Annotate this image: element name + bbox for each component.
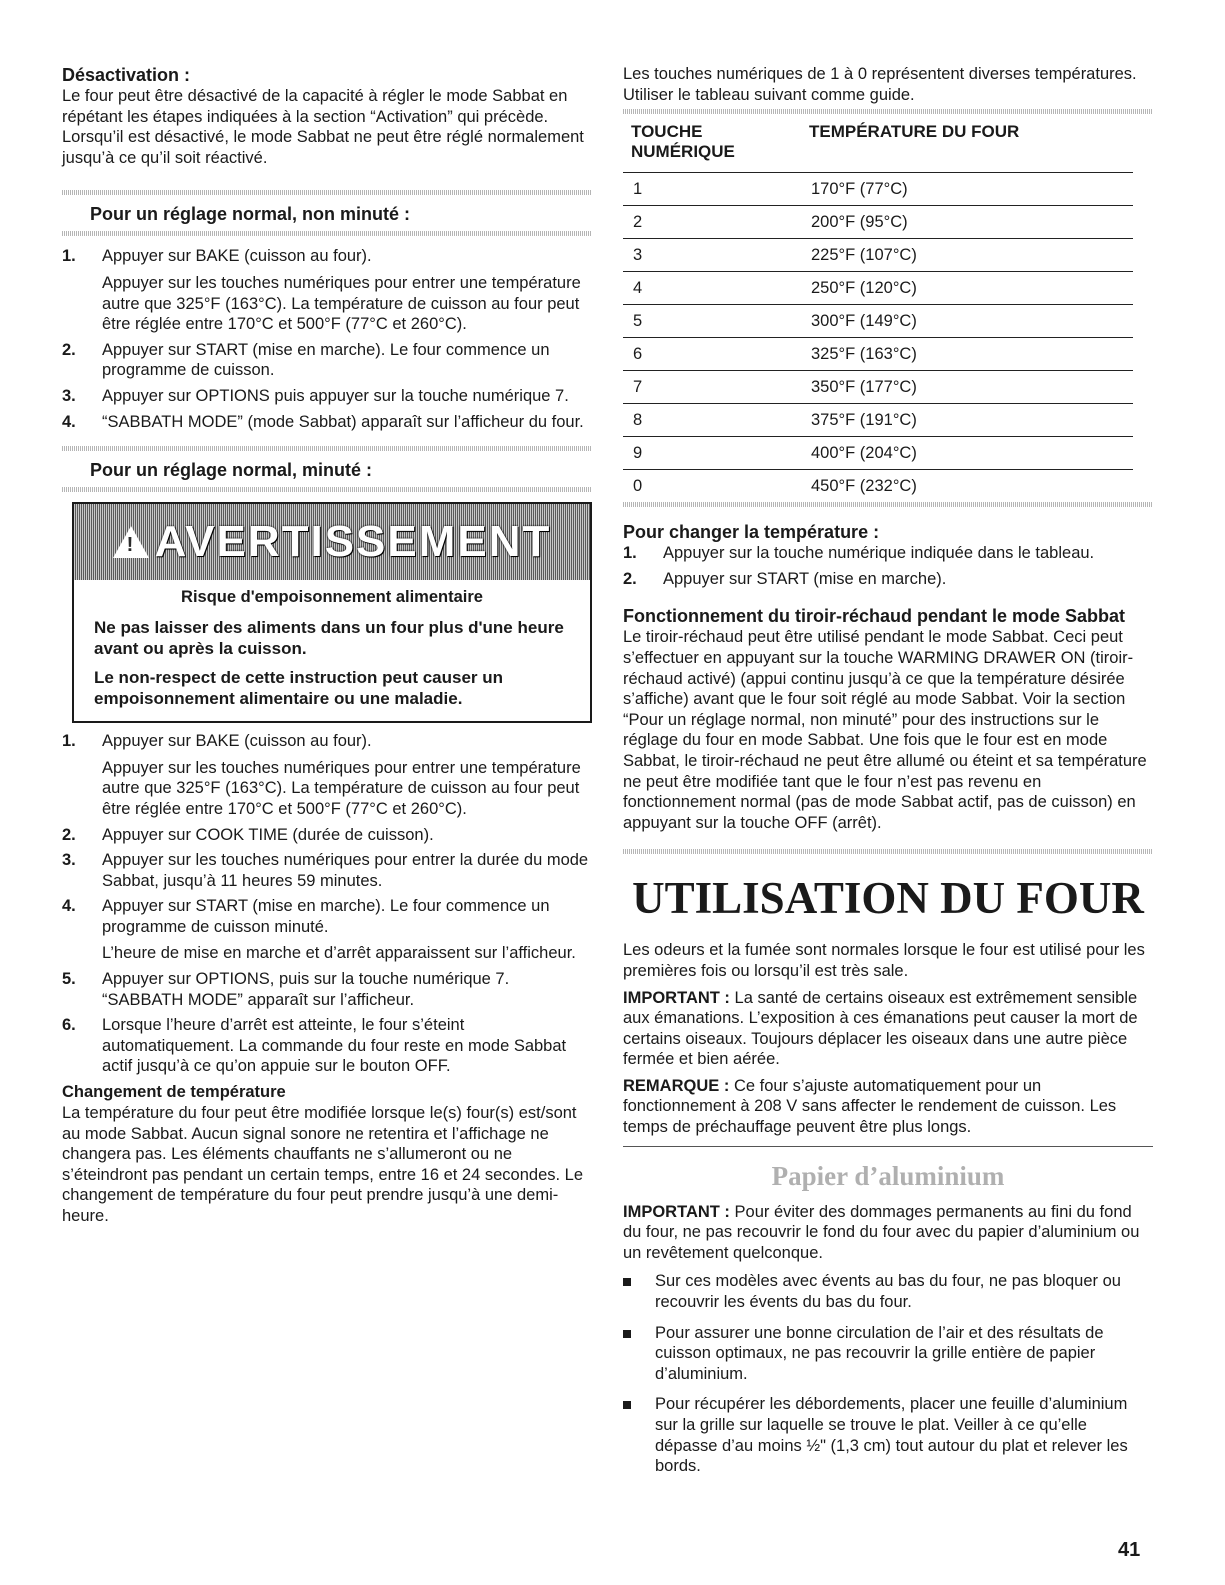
bullet-square-icon [623, 1278, 631, 1286]
table-header-temp: TEMPÉRATURE DU FOUR [809, 122, 1020, 142]
step-number: 3. [62, 386, 76, 405]
step-item [62, 850, 592, 891]
warning-box [72, 502, 592, 723]
left-column [62, 64, 592, 1227]
step-item [623, 569, 1153, 590]
step-item [62, 412, 592, 433]
divider [623, 849, 1153, 854]
warning-banner [74, 504, 590, 580]
step-number: 2. [623, 569, 637, 588]
foil-bullet-list [623, 1271, 1153, 1476]
temp-change-text: La température du four peut être modifiée lorsque le(s) four(s) est/sont au mode Sabbat. Aucun signal sonore ne retentira et l’affichage ne changera pas. Les éléments chauffants ne s’allumeront ou ne s’éteindront pas pendant un certain temps, entre 16 et 24 secondes. Le changement de température du four peut prendre jusqu’à une demi-heure. [62, 1104, 584, 1225]
divider [62, 446, 592, 451]
warning-triangle-icon: ! [113, 526, 149, 558]
list-item [623, 1271, 1153, 1312]
step-item [62, 386, 592, 407]
step-item [62, 1015, 592, 1077]
step-item [62, 896, 592, 964]
step-text: Appuyer sur START (mise en marche). [663, 569, 947, 588]
page-number: 41 [1118, 1539, 1141, 1561]
temperature-cell: 200°F (95°C) [801, 206, 1133, 239]
step-item [62, 731, 592, 819]
step-number: 4. [62, 897, 76, 916]
table-row [623, 239, 1133, 272]
temp-change-heading: Changement de température [62, 1083, 286, 1102]
step-item [623, 543, 1153, 564]
table-row [623, 272, 1133, 305]
temperature-cell: 225°F (107°C) [801, 239, 1133, 272]
step-text: Appuyer sur OPTIONS, puis sur la touche numérique 7. “SABBATH MODE” apparaît sur l’afficheur. [102, 970, 510, 1009]
key-cell: 6 [623, 338, 801, 371]
step-item [62, 969, 592, 1010]
warning-banner-text: AVERTISSEMENT [154, 517, 552, 567]
temperature-table [623, 118, 1133, 502]
step-text: L’heure de mise en marche et d’arrêt apparaissent sur l’afficheur. [102, 944, 576, 963]
right-column [623, 64, 1153, 1487]
non-timed-steps [62, 246, 592, 432]
step-text: Appuyer sur COOK TIME (durée de cuisson). [102, 825, 434, 844]
divider [623, 1146, 1153, 1147]
temperature-cell: 375°F (191°C) [801, 404, 1133, 437]
step-text: “SABBATH MODE” (mode Sabbat) apparaît sur l’afficheur du four. [102, 412, 584, 431]
divider [623, 109, 1153, 114]
table-intro: Les touches numériques de 1 à 0 représentent diverses températures. Utiliser le tableau suivant comme guide. [623, 65, 1137, 104]
table-row [623, 437, 1133, 470]
divider [62, 190, 592, 195]
key-cell: 7 [623, 371, 801, 404]
important-birds [623, 988, 1153, 1070]
step-number: 2. [62, 825, 76, 844]
remarque-text: Ce four s’ajuste automatiquement pour un fonctionnement à 208 V sans affecter le rendement de cuisson. Les temps de préchauffage peuvent être plus longs. [623, 1076, 1117, 1137]
table-row [623, 371, 1133, 404]
key-cell: 8 [623, 404, 801, 437]
step-text: Appuyer sur BAKE (cuisson au four). [102, 247, 372, 266]
temperature-cell: 400°F (204°C) [801, 437, 1133, 470]
divider [623, 502, 1153, 507]
step-number: 5. [62, 970, 76, 989]
step-item [62, 246, 592, 334]
table-header-key: TOUCHE NUMÉRIQUE [631, 122, 735, 162]
warming-drawer-heading: Fonctionnement du tiroir-réchaud pendant le mode Sabbat [623, 606, 1126, 627]
bullet-square-icon [623, 1330, 631, 1338]
foil-heading: Papier d’aluminium [771, 1160, 1005, 1191]
odors-text: Les odeurs et la fumée sont normales lorsque le four est utilisé pour les premières fois ou lorsqu’il est très sale. [623, 941, 1145, 980]
warning-title: Risque d'empoisonnement alimentaire [181, 588, 483, 607]
table-row [623, 173, 1133, 206]
temperature-cell: 170°F (77°C) [801, 173, 1133, 206]
bullet-text: Pour récupérer les débordements, placer une feuille d’aluminium sur la grille sur laquelle se trouve le plat. Veiller à ce qu’elle dépasse d’au moins ½" (1,3 cm) tout autour du plat et relever les bords. [655, 1395, 1128, 1476]
key-cell: 1 [623, 173, 801, 206]
step-item [62, 825, 592, 846]
deactivation-text: Le four peut être désactivé de la capacité à régler le mode Sabbat en répétant les étapes indiquées à la section “Activation” qui précède. Lorsqu’il est désactivé, le mode Sabbat ne peut être réglé normalement jusqu’à ce qu’il soit réactivé. [62, 87, 584, 167]
important-foil [623, 1202, 1153, 1264]
timed-steps [62, 731, 592, 1077]
table-row [623, 470, 1133, 503]
warning-line-2: Le non-respect de cette instruction peut causer un empoisonnement alimentaire ou une maladie. [94, 668, 504, 709]
table-row [623, 404, 1133, 437]
step-item [62, 340, 592, 381]
table-row [623, 305, 1133, 338]
temperature-cell: 250°F (120°C) [801, 272, 1133, 305]
bullet-text: Pour assurer une bonne circulation de l’air et des résultats de cuisson optimaux, ne pas recouvrir la grille entière de papier d’aluminium. [655, 1323, 1104, 1383]
section-title: UTILISATION DU FOUR [632, 873, 1144, 924]
important-text: Pour éviter des dommages permanents au fini du fond du four, ne pas recouvrir le fond du four avec du papier d’aluminium ou un revêtement quelconque. [623, 1202, 1140, 1262]
warning-line-1: Ne pas laisser des aliments dans un four plus d'une heure avant ou après la cuisson. [94, 618, 564, 659]
list-item [623, 1323, 1153, 1385]
key-cell: 2 [623, 206, 801, 239]
step-text: Appuyer sur les touches numériques pour entrer une température autre que 325°F (163°C). La température de cuisson au four peut être réglée entre 170°C et 500°F (77°C et 260°C). [102, 758, 581, 818]
step-text: Lorsque l’heure d’arrêt est atteinte, le four s’éteint automatiquement. La commande du four reste en mode Sabbat actif jusqu’à ce qu’on appuie sur le bouton OFF. [102, 1016, 567, 1076]
step-number: 2. [62, 340, 76, 359]
temperature-cell: 325°F (163°C) [801, 338, 1133, 371]
step-number: 6. [62, 1016, 76, 1035]
key-cell: 5 [623, 305, 801, 338]
step-text: Appuyer sur les touches numériques pour entrer la durée du mode Sabbat, jusqu’à 11 heures 59 minutes. [102, 851, 589, 890]
step-text: Appuyer sur START (mise en marche). Le four commence un programme de cuisson. [102, 340, 550, 380]
important-label: IMPORTANT : [623, 1202, 730, 1221]
temperature-cell: 350°F (177°C) [801, 371, 1133, 404]
step-number: 1. [623, 544, 637, 563]
change-temp-heading: Pour changer la température : [623, 522, 880, 543]
table-row [623, 206, 1133, 239]
deactivation-heading: Désactivation : [62, 65, 191, 85]
important-label: IMPORTANT : [623, 988, 730, 1007]
remarque-label: REMARQUE : [623, 1076, 730, 1095]
key-cell: 3 [623, 239, 801, 272]
key-cell: 4 [623, 272, 801, 305]
step-text: Appuyer sur les touches numériques pour entrer une température autre que 325°F (163°C). La température de cuisson au four peut être réglée entre 170°C et 500°F (77°C et 260°C). [102, 273, 581, 334]
remarque [623, 1076, 1153, 1138]
step-text: Appuyer sur START (mise en marche). Le four commence un programme de cuisson minuté. [102, 897, 550, 936]
divider [62, 487, 592, 492]
change-temp-steps [623, 543, 1153, 589]
warming-drawer-text: Le tiroir-réchaud peut être utilisé pendant le mode Sabbat. Ceci peut s’effectuer en appuyant sur la touche WARMING DRAWER ON (tiroir-réchaud activé) (appui continu jusqu’à ce que la température désirée s’affiche) avant que le four soit réglé au mode Sabbat. Voir la section “Pour un réglage normal, non minuté” pour des instructions sur le réglage du four en mode Sabbat. Une fois que le four est en mode Sabbat, le tiroir-réchaud ne peut être allumé ou éteint et sa température ne peut être modifiée tant que le four n’est pas revenu en fonctionnement normal (pas de mode Sabbat actif, pas de cuisson) en appuyant sur la touche OFF (arrêt). [623, 628, 1147, 832]
list-item [623, 1394, 1153, 1476]
key-cell: 9 [623, 437, 801, 470]
step-text: Appuyer sur OPTIONS puis appuyer sur la touche numérique 7. [102, 386, 569, 405]
step-text: Appuyer sur BAKE (cuisson au four). [102, 732, 372, 751]
step-number: 3. [62, 851, 76, 870]
important-text: La santé de certains oiseaux est extrêmement sensible aux émanations. L’exposition à ces émanations peut causer la mort de certains oiseaux. Toujours déplacer les oiseaux dans une autre pièce fermée et bien aérée. [623, 988, 1138, 1069]
table-row [623, 338, 1133, 371]
step-number: 1. [62, 732, 76, 751]
divider [62, 231, 592, 236]
step-number: 4. [62, 412, 76, 431]
key-cell: 0 [623, 470, 801, 503]
temperature-cell: 450°F (232°C) [801, 470, 1133, 503]
timed-heading: Pour un réglage normal, minuté : [90, 460, 373, 481]
non-timed-heading: Pour un réglage normal, non minuté : [90, 204, 411, 225]
bullet-square-icon [623, 1401, 631, 1409]
temperature-cell: 300°F (149°C) [801, 305, 1133, 338]
step-text: Appuyer sur la touche numérique indiquée dans le tableau. [663, 544, 1095, 563]
bullet-text: Sur ces modèles avec évents au bas du four, ne pas bloquer ou recouvrir les évents du bas du four. [655, 1272, 1121, 1312]
step-number: 1. [62, 247, 76, 266]
